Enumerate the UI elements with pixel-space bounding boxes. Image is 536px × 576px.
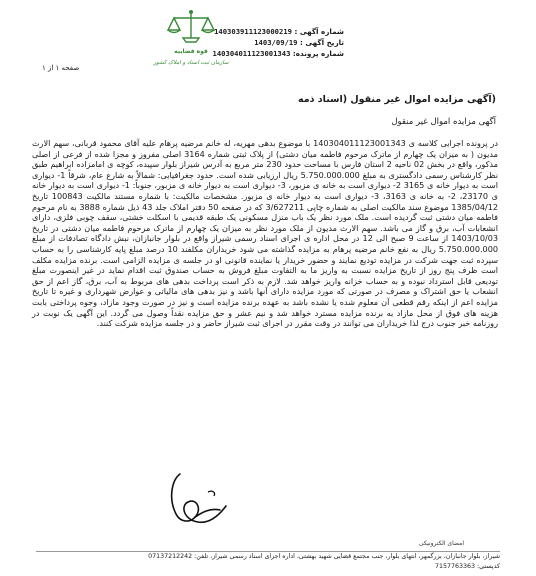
judiciary-emblem	[150, 8, 232, 76]
ad-date: 1403/09/19	[254, 38, 298, 47]
ad-date-label: تاریخ آگهی :	[300, 38, 344, 47]
document-title: (آگهی مزایده اموال غیر منقول (اسناد ذمه	[297, 94, 496, 105]
org-subname: سازمان ثبت اسناد و املاک کشور	[153, 60, 229, 66]
org-name: قوه قضاییه	[174, 48, 208, 55]
document-subtitle: آگهی مزایده اموال غیر منقول	[391, 117, 496, 127]
ad-number: 140303911123000219	[214, 27, 292, 36]
page-number: صفحه ۱ از ۱	[42, 64, 80, 72]
case-number: 140304011123001343	[212, 49, 291, 58]
case-number-label: شماره پرونده:	[292, 49, 344, 58]
judiciary-logo-icon	[150, 8, 232, 48]
document-body: در پرونده اجرایی کلاسه ی 140304011123001343 با موضوع بدهی مهریه، له خانم مرضیه پرهام علیه آقای محمود قربانی، سهم الارث مدیون ( به میزان یک چهارم از ماترک مرحوم فاطمه میان دشتی) از پلاک ثبتی شماره 3164 اصلی مفروز و مجزا شده از فرعی از اصلی مذکور، واقع در بخش 02 ناحیه 2 استان فارس با مساحت حدود 230 متر مربع به آدرس شیراز بلوار سپیده، کوچه ی امامزاده ابراهیم طبق نظر کارشناس رسمی دادگستری به مبلغ 5.750.000.000 ریال ارزیابی شده است. حدود جغرافیایی: شمالاً به شارع عام، شرقاً 1- دیواری است به دیوار خانه ی 3165 2- دیواری است به خانه ی مزبور، 3- دیواری است به دیوار خانه ی مزبور، جنوباً: 1- دیواری است به دیوار خانه ی 23170، 2- به خانه ی 3163، 3- دیواری است به دیوار خانه ی مزبور. مشخصات مالکیت: با شماره مستند مالکیت 100843 تاریخ 1385/04/12 موضوع سند مالکیت اصلی به شماره چاپی 3/627211 که در صفحه 50 دفتر املاک جلد 43 ذیل شماره 3888 به نام مرحوم فاطمه میان دشتی ثبت گردیده است. ملک مورد نظر یک باب منزل مسکونی یک طبقه قدیمی با اسکلت خشتی، سقف چوبی فلزی، دارای انشعابات آب، برق و گاز می باشد. سهم الارث مدیون از ملک مورد نظر به میزان یک چهارم از ماترک مرحوم فاطمه میان دشتی در تاریخ 1403/10/03 از ساعت 9 صبح الی 12 در محل اداره ی اجرای اسناد رسمی شیراز واقع در بلوار جانبازان، نبش دادگاه تصادفات از مبلغ 5.750.000.000 ریال به نفع خانم مرضیه پرهام به مزایده گذاشته می شود خریداران مکلفند 10 درصد مبلغ پایه کارشناسی را به حساب سپرده ثبت جهت شرکت در مزایده تودیع نمایند و حضور خریدار یا نماینده قانونی او در جلسه ی مزایده الزامی است. برنده مزایده مکلف است ظرف پنج روز از تاریخ مزایده نسبت به واریز ما به التفاوت مبلغ فروش به حساب صندوق ثبت اقدام نماید در غیر اینصورت مبلغ تودیعی قابل استرداد نبوده و به حساب خزانه واریز خواهد شد. لازم به ذکر است پرداخت بدهی های مربوط به آب، برق، گاز اعم از حق انشعاب یا حق اشتراک و مصرف در صورتی که مورد مزایده دارای آنها باشد و نیز بدهی های مالیاتی و عوارض شهرداری و غیره تا تاریخ مزایده اعم از اینکه رقم قطعی آن معلوم شده یا نشده باشد به عهده برنده مزایده است و نیز در صورت وجود مازاد، وجوه پرداختی بابت هزینه های فوق از محل مازاد به برنده مزایده مسترد خواهد شد و نیم عشر و حق مزایده نقداً وصول می گردد. این آگهی یک نوبت در روزنامه خبر جنوب درج لذا خریداران می توانند در وقت مقرر در اجرای ثبت شیراز حاضر و در جلسه مزایده شرکت کنند.	[32, 138, 499, 329]
footer-address: شیراز، بلوار جانبازان، بزرگمهر، انتهای بلوار، جنب مجتمع قضایی شهید بهشتی، اداره اجرای اسناد رسمی شیراز، تلفن: 07137212242	[148, 553, 500, 560]
footer-divider	[36, 551, 500, 552]
signature	[150, 468, 240, 532]
signature-stamp-text: امضای الکترونیکی	[418, 540, 464, 547]
footer-postal: کدپستی: 7157763363	[434, 563, 500, 570]
handwritten-signature-icon	[150, 468, 240, 532]
ad-number-label: شماره آگهی :	[294, 27, 344, 36]
